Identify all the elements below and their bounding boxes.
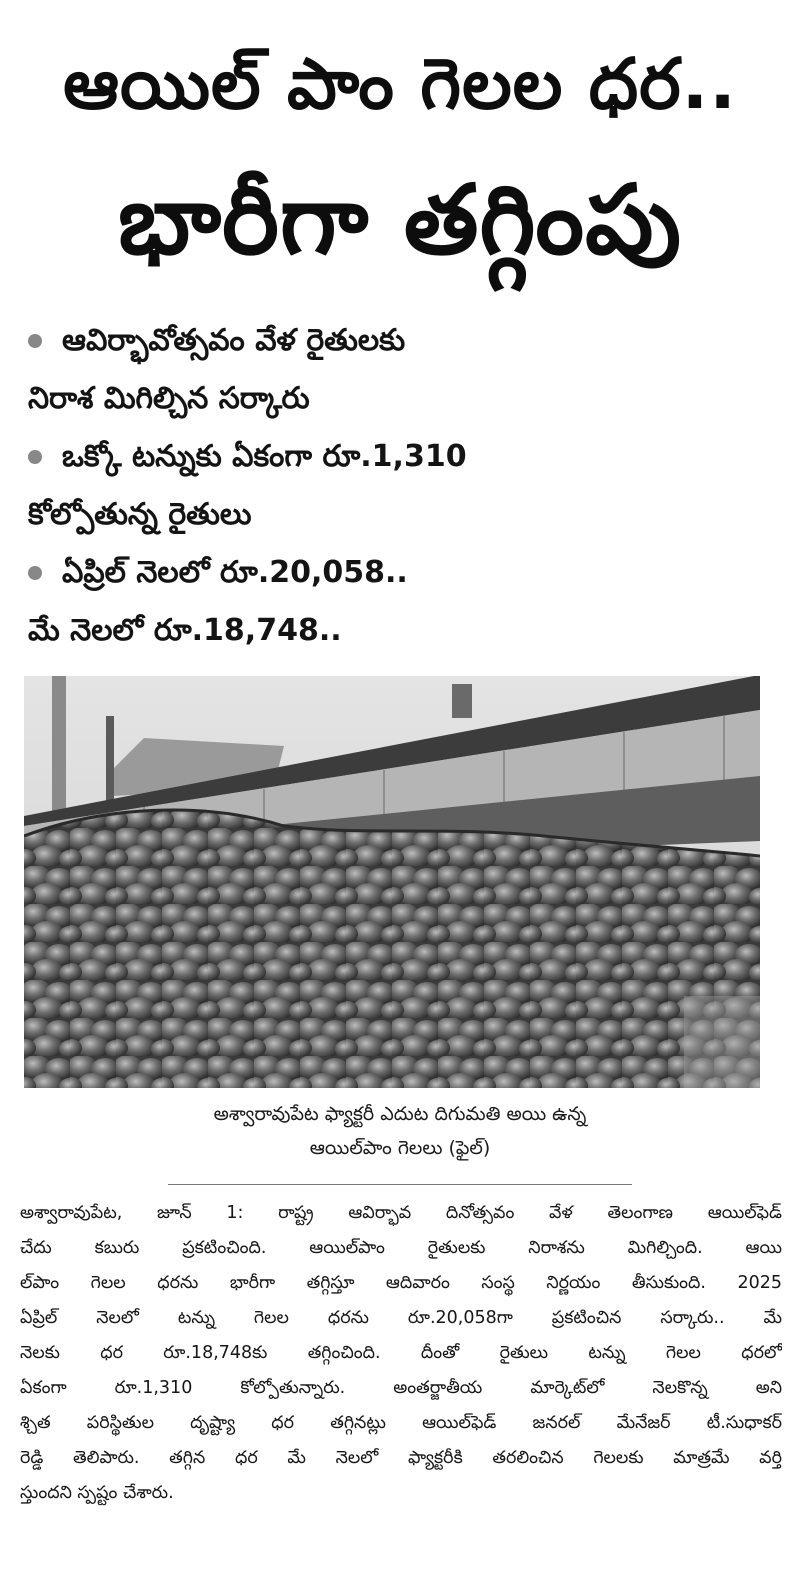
article-body: [20, 1196, 782, 1511]
highlight-line: మే నెలలో రూ.18,748..: [28, 613, 342, 648]
highlights-list: [28, 312, 728, 660]
bullet-dot-icon: [28, 450, 42, 464]
highlight-line: నిరాశ మిగిల్చిన సర్కారు: [28, 381, 310, 416]
article-line: రెడ్డి తెలిపారు. తగ్గిన ధర మే నెలలో ఫ్యాక్టరీకి తరలించిన గెలలకు మాత్రమే వర్తి: [20, 1448, 782, 1468]
highlight-line: ఒక్కో టన్నుకు ఏకంగా రూ.1,310: [62, 439, 467, 474]
bullet-dot-icon: [28, 334, 42, 348]
article-line: ఏకంగా రూ.1,310 కోల్పోతున్నారు. అంతర్జాతీయ మార్కెట్‌లో నెలకొన్న అని: [20, 1378, 782, 1398]
article-line: శ్చిత పరిస్థితుల దృష్ట్యా ధర తగ్గినట్లు ఆయిల్‌ఫెడ్ జనరల్ మేనేజర్ టీ.సుధాకర్: [20, 1413, 782, 1433]
highlight-item: [28, 428, 728, 544]
article-line: స్తుందని స్పష్టం చేశారు.: [20, 1483, 174, 1503]
caption-divider: [168, 1184, 632, 1185]
bullet-dot-icon: [28, 566, 42, 580]
article-line: ల్‌పాం గెలల ధరను భారీగా తగ్గిస్తూ ఆదివారం సంస్థ నిర్ణయం తీసుకుంది. 2025: [20, 1273, 782, 1293]
photo-caption-line: అశ్వారావుపేట ఫ్యాక్టరీ ఎదుట దిగుమతి అయి ఉన్న: [213, 1103, 587, 1125]
highlight-line: కోల్పోతున్న రైతులు: [28, 497, 252, 532]
article-line: నెలకు ధర రూ.18,748కు తగ్గించింది. దీంతో రైతులు టన్ను గెలల ధరలో: [20, 1343, 782, 1363]
article-line: ఏప్రిల్ నెలలో టన్ను గెలల ధరను రూ.20,058గా ప్రకటించిన సర్కారు.. మే: [20, 1308, 782, 1328]
article-line: అశ్వారావుపేట, జూన్ 1: రాష్ట్ర ఆవిర్భావ దినోత్సవం వేళ తెలంగాణ ఆయిల్‌ఫెడ్: [20, 1203, 782, 1223]
photo-caption-line: ఆయిల్‌పాం గెలలు (ఫైల్): [309, 1137, 491, 1159]
article-line: చేదు కబురు ప్రకటించింది. ఆయిల్‌పాం రైతులకు నిరాశను మిగిల్చింది. ఆయి: [20, 1238, 782, 1258]
highlight-item: [28, 312, 728, 428]
highlight-line: ఏప్రిల్ నెలలో రూ.20,058..: [62, 555, 408, 590]
news-photo: [24, 676, 760, 1088]
headline-line-1: ఆయిల్ పాం గెలల ధర..: [63, 43, 737, 125]
highlight-line: ఆవిర్భావోత్సవం వేళ రైతులకు: [62, 323, 406, 358]
headline-line-2: భారీగా తగ్గింపు: [118, 164, 682, 276]
highlight-item: [28, 544, 728, 660]
